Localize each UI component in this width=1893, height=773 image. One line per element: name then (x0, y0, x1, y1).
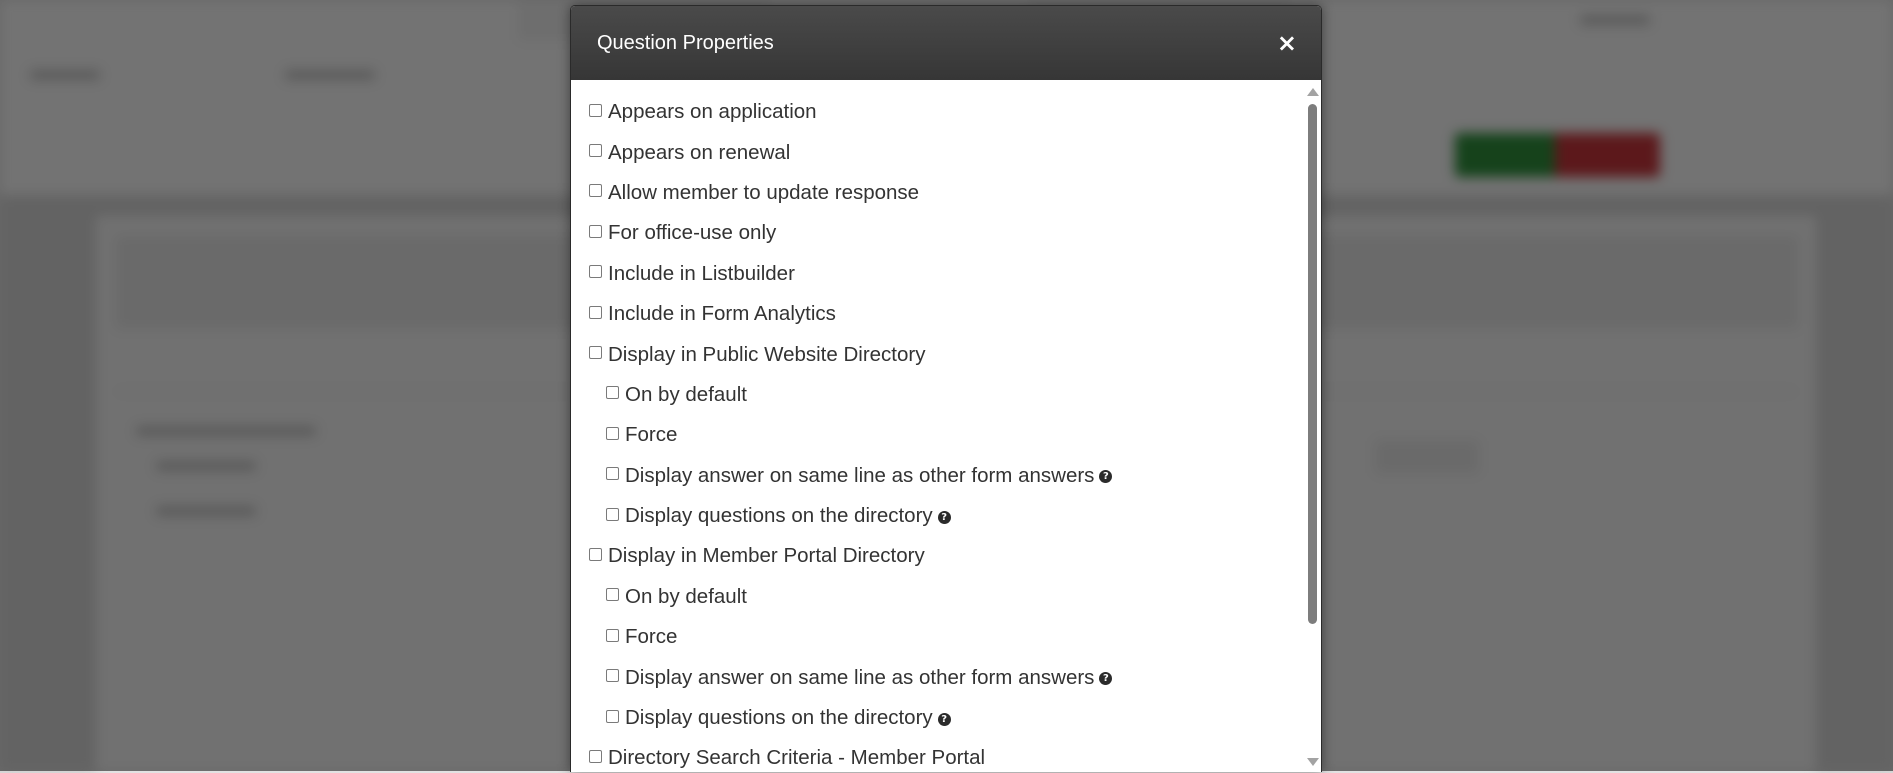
close-icon[interactable]: × (1276, 29, 1297, 57)
property-label: On by default (625, 584, 747, 608)
property-option[interactable] (589, 657, 1321, 697)
property-label: Appears on renewal (608, 140, 791, 164)
property-label: Force (625, 423, 678, 447)
property-option[interactable] (589, 92, 1321, 132)
property-label: Force (625, 625, 678, 649)
property-option[interactable] (589, 132, 1321, 172)
property-checkbox[interactable] (606, 669, 619, 682)
property-label: Directory Search Criteria - Member Portal (608, 746, 986, 770)
property-checkbox[interactable] (589, 265, 602, 278)
question-circle-icon[interactable]: ? (1099, 470, 1112, 483)
modal-scrollbar[interactable] (1305, 80, 1319, 772)
property-checkbox[interactable] (606, 629, 619, 642)
question-properties-modal (570, 5, 1322, 772)
property-label: Display in Public Website Directory (608, 342, 926, 366)
property-option[interactable] (589, 577, 1321, 617)
property-option[interactable] (589, 617, 1321, 657)
question-circle-icon[interactable]: ? (1099, 672, 1112, 685)
question-circle-icon[interactable]: ? (938, 511, 951, 524)
property-label: On by default (625, 382, 747, 406)
property-option[interactable] (589, 334, 1321, 374)
property-label: Display answer on same line as other form answers (625, 665, 1095, 689)
property-label: For office-use only (608, 221, 777, 245)
property-option[interactable] (589, 213, 1321, 253)
property-checkbox[interactable] (589, 104, 602, 117)
property-option[interactable] (589, 536, 1321, 576)
scroll-thumb[interactable] (1308, 104, 1317, 624)
property-label: Allow member to update response (608, 180, 920, 204)
property-label: Display questions on the directory (625, 706, 933, 730)
property-label: Include in Form Analytics (608, 302, 836, 326)
property-checkbox[interactable] (606, 467, 619, 480)
property-checkbox[interactable] (589, 306, 602, 319)
modal-title: Question Properties (597, 31, 774, 54)
property-option[interactable] (589, 173, 1321, 213)
scroll-down-arrow-icon[interactable] (1307, 758, 1319, 766)
property-checkbox[interactable] (589, 184, 602, 197)
property-checkbox[interactable] (589, 144, 602, 157)
property-label: Display questions on the directory (625, 504, 933, 528)
property-checkbox[interactable] (606, 508, 619, 521)
property-label: Include in Listbuilder (608, 261, 795, 285)
property-label: Appears on application (608, 100, 817, 124)
property-option[interactable] (589, 254, 1321, 294)
property-option[interactable] (589, 375, 1321, 415)
property-checkbox[interactable] (606, 427, 619, 440)
property-label: Display answer on same line as other form answers (625, 463, 1095, 487)
property-checkbox[interactable] (589, 548, 602, 561)
modal-header (571, 6, 1321, 80)
property-checkbox[interactable] (606, 386, 619, 399)
property-option[interactable] (589, 415, 1321, 455)
property-option[interactable] (589, 698, 1321, 738)
properties-checkbox-list (571, 80, 1321, 772)
scroll-up-arrow-icon[interactable] (1307, 88, 1319, 96)
property-checkbox[interactable] (589, 225, 602, 238)
property-option[interactable] (589, 738, 1321, 772)
property-label: Display in Member Portal Directory (608, 544, 925, 568)
modal-body (571, 80, 1321, 772)
property-option[interactable] (589, 294, 1321, 334)
property-checkbox[interactable] (589, 346, 602, 359)
property-option[interactable] (589, 456, 1321, 496)
property-checkbox[interactable] (606, 710, 619, 723)
property-checkbox[interactable] (589, 750, 602, 763)
property-option[interactable] (589, 496, 1321, 536)
question-circle-icon[interactable]: ? (938, 713, 951, 726)
property-checkbox[interactable] (606, 588, 619, 601)
